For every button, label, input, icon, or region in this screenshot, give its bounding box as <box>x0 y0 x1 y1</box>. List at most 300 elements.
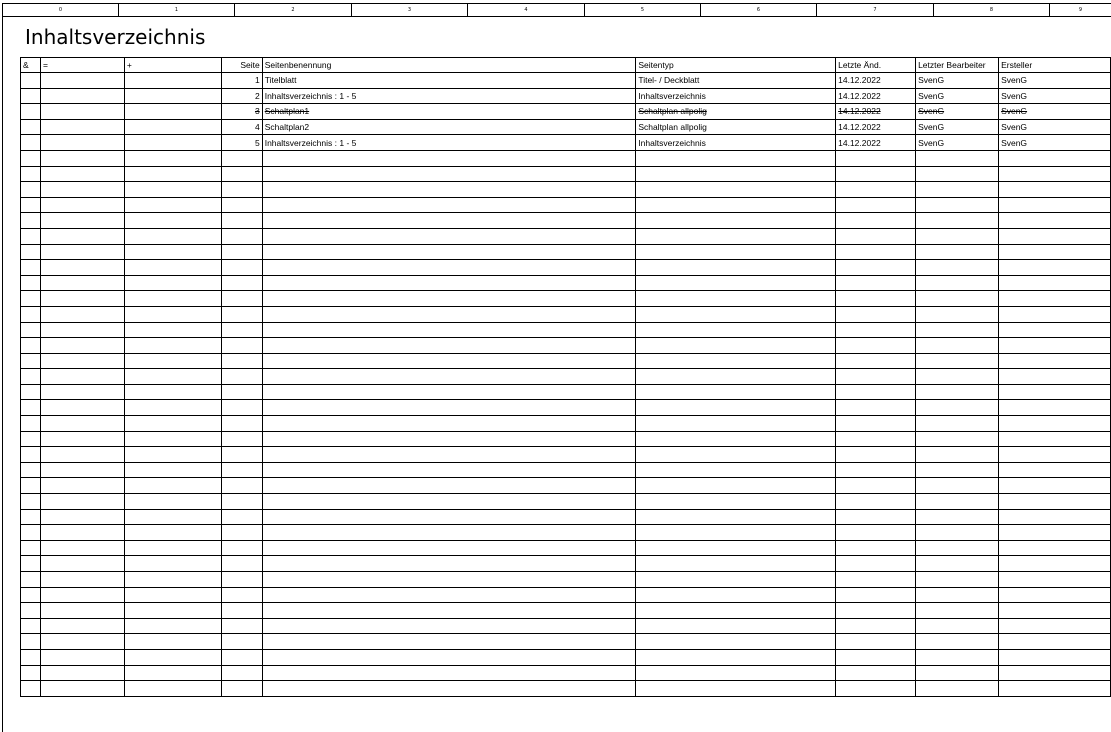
table-cell-plus <box>124 322 221 338</box>
table-cell-plus <box>124 618 221 634</box>
table-cell-plus <box>124 494 221 510</box>
table-cell-creator <box>999 400 1111 416</box>
ruler-cell: 6 <box>700 4 816 16</box>
table-cell-creator <box>999 322 1111 338</box>
table-cell-amp <box>21 228 41 244</box>
column-header: + <box>124 58 221 73</box>
table-cell-name <box>262 556 636 572</box>
table-cell-changed <box>836 618 916 634</box>
table-cell-eq <box>40 182 124 198</box>
table-cell-page <box>221 306 262 322</box>
table-cell-editor <box>916 182 999 198</box>
table-cell-changed <box>836 182 916 198</box>
table-row <box>21 681 1111 697</box>
table-cell-creator <box>999 681 1111 697</box>
table-cell-page <box>221 572 262 588</box>
table-cell-page <box>221 197 262 213</box>
table-cell-changed <box>836 228 916 244</box>
table-cell-plus <box>124 260 221 276</box>
table-cell-creator <box>999 353 1111 369</box>
table-row <box>21 104 1111 120</box>
table-cell-name <box>262 275 636 291</box>
table-cell-eq <box>40 104 124 120</box>
table-cell-amp <box>21 431 41 447</box>
table-cell-creator <box>999 478 1111 494</box>
table-cell-name <box>262 447 636 463</box>
table-cell-type <box>636 603 836 619</box>
table-cell-editor <box>916 649 999 665</box>
table-cell-plus <box>124 540 221 556</box>
table-cell-plus <box>124 166 221 182</box>
table-cell-changed <box>836 478 916 494</box>
table-cell-eq <box>40 166 124 182</box>
table-cell-eq <box>40 260 124 276</box>
table-row <box>21 88 1111 104</box>
table-cell-page <box>221 260 262 276</box>
table-cell-page <box>221 649 262 665</box>
ruler-cell: 3 <box>351 4 467 16</box>
table-cell-creator: SvenG <box>999 88 1111 104</box>
table-cell-amp <box>21 400 41 416</box>
table-cell-type <box>636 322 836 338</box>
table-cell-changed <box>836 166 916 182</box>
table-cell-page: 3 <box>221 104 262 120</box>
table-cell-name <box>262 150 636 166</box>
table-cell-type <box>636 384 836 400</box>
table-cell-plus <box>124 213 221 229</box>
table-cell-type <box>636 509 836 525</box>
table-row <box>21 166 1111 182</box>
table-cell-type <box>636 260 836 276</box>
table-cell-page <box>221 384 262 400</box>
table-cell-amp <box>21 525 41 541</box>
table-cell-amp <box>21 494 41 510</box>
table-cell-plus <box>124 104 221 120</box>
table-cell-changed: 14.12.2022 <box>836 73 916 89</box>
table-cell-amp <box>21 603 41 619</box>
table-cell-plus <box>124 197 221 213</box>
table-cell-page <box>221 525 262 541</box>
table-cell-plus <box>124 384 221 400</box>
table-row <box>21 135 1111 151</box>
table-row <box>21 384 1111 400</box>
table-cell-eq <box>40 244 124 260</box>
table-cell-page <box>221 431 262 447</box>
table-cell-creator <box>999 431 1111 447</box>
table-row <box>21 322 1111 338</box>
table-row <box>21 556 1111 572</box>
table-cell-eq <box>40 681 124 697</box>
table-cell-plus <box>124 244 221 260</box>
table-cell-plus <box>124 509 221 525</box>
table-cell-eq <box>40 213 124 229</box>
column-header: Seite <box>221 58 262 73</box>
table-cell-changed <box>836 509 916 525</box>
table-cell-type <box>636 649 836 665</box>
table-row <box>21 431 1111 447</box>
table-cell-amp <box>21 384 41 400</box>
table-cell-amp <box>21 182 41 198</box>
table-cell-creator <box>999 338 1111 354</box>
table-cell-name <box>262 166 636 182</box>
table-cell-creator <box>999 182 1111 198</box>
table-cell-editor <box>916 525 999 541</box>
table-cell-creator <box>999 618 1111 634</box>
table-cell-type <box>636 306 836 322</box>
table-cell-editor <box>916 556 999 572</box>
table-cell-page: 1 <box>221 73 262 89</box>
table-cell-amp <box>21 572 41 588</box>
column-header: Seitenbenennung <box>262 58 636 73</box>
table-cell-creator: SvenG <box>999 104 1111 120</box>
table-cell-plus <box>124 572 221 588</box>
table-cell-plus <box>124 150 221 166</box>
table-cell-type: Titel- / Deckblatt <box>636 73 836 89</box>
table-cell-amp <box>21 150 41 166</box>
table-cell-creator <box>999 665 1111 681</box>
table-cell-page <box>221 540 262 556</box>
table-cell-page: 4 <box>221 119 262 135</box>
ruler-cell: 0 <box>2 4 118 16</box>
ruler-cell: 5 <box>584 4 700 16</box>
table-cell-name <box>262 306 636 322</box>
table-cell-creator <box>999 369 1111 385</box>
table-cell-editor <box>916 603 999 619</box>
table-cell-name: Schaltplan1 <box>262 104 636 120</box>
table-cell-amp <box>21 135 41 151</box>
table-cell-changed <box>836 634 916 650</box>
table-cell-name <box>262 634 636 650</box>
table-cell-editor <box>916 244 999 260</box>
table-cell-editor <box>916 369 999 385</box>
table-cell-changed <box>836 213 916 229</box>
table-cell-page <box>221 494 262 510</box>
table-cell-editor <box>916 213 999 229</box>
table-cell-editor: SvenG <box>916 104 999 120</box>
table-cell-editor <box>916 353 999 369</box>
table-cell-type: Inhaltsverzeichnis <box>636 88 836 104</box>
table-cell-plus <box>124 556 221 572</box>
page-border <box>2 3 3 732</box>
table-cell-amp <box>21 509 41 525</box>
table-cell-type <box>636 150 836 166</box>
table-cell-name <box>262 338 636 354</box>
table-cell-eq <box>40 494 124 510</box>
toc-table <box>20 57 1111 697</box>
table-cell-editor: SvenG <box>916 88 999 104</box>
table-row <box>21 540 1111 556</box>
table-cell-type <box>636 494 836 510</box>
table-cell-editor <box>916 400 999 416</box>
table-cell-plus <box>124 400 221 416</box>
table-cell-editor: SvenG <box>916 135 999 151</box>
table-cell-type <box>636 525 836 541</box>
ruler-cell: 1 <box>118 4 234 16</box>
table-cell-plus <box>124 587 221 603</box>
table-cell-type <box>636 244 836 260</box>
table-cell-page <box>221 182 262 198</box>
table-cell-name <box>262 540 636 556</box>
table-cell-amp <box>21 338 41 354</box>
table-cell-name <box>262 228 636 244</box>
table-cell-plus <box>124 478 221 494</box>
table-cell-name <box>262 322 636 338</box>
table-cell-name <box>262 462 636 478</box>
table-cell-eq <box>40 462 124 478</box>
table-cell-eq <box>40 291 124 307</box>
table-header-row <box>21 58 1111 73</box>
table-cell-name <box>262 384 636 400</box>
table-cell-plus <box>124 73 221 89</box>
table-cell-name <box>262 618 636 634</box>
table-cell-name <box>262 572 636 588</box>
table-cell-name <box>262 197 636 213</box>
table-cell-editor <box>916 587 999 603</box>
table-row <box>21 197 1111 213</box>
table-cell-eq <box>40 135 124 151</box>
table-cell-eq <box>40 431 124 447</box>
table-cell-name: Inhaltsverzeichnis : 1 - 5 <box>262 135 636 151</box>
table-cell-changed <box>836 416 916 432</box>
table-cell-page <box>221 400 262 416</box>
table-cell-editor <box>916 306 999 322</box>
table-cell-page <box>221 634 262 650</box>
table-cell-editor <box>916 291 999 307</box>
table-row <box>21 353 1111 369</box>
table-cell-type <box>636 681 836 697</box>
table-cell-name <box>262 525 636 541</box>
table-cell-changed <box>836 603 916 619</box>
table-cell-creator <box>999 603 1111 619</box>
table-cell-changed <box>836 649 916 665</box>
table-cell-name <box>262 681 636 697</box>
table-cell-type: Schaltplan allpolig <box>636 104 836 120</box>
table-cell-eq <box>40 587 124 603</box>
column-header: = <box>40 58 124 73</box>
table-cell-name: Titelblatt <box>262 73 636 89</box>
table-row <box>21 400 1111 416</box>
table-cell-type <box>636 197 836 213</box>
table-cell-changed <box>836 462 916 478</box>
table-cell-type <box>636 634 836 650</box>
table-cell-type <box>636 431 836 447</box>
table-cell-amp <box>21 665 41 681</box>
table-cell-editor <box>916 634 999 650</box>
table-cell-page <box>221 275 262 291</box>
table-cell-changed <box>836 291 916 307</box>
table-row <box>21 618 1111 634</box>
table-cell-plus <box>124 338 221 354</box>
table-row <box>21 462 1111 478</box>
table-cell-amp <box>21 213 41 229</box>
table-cell-page <box>221 681 262 697</box>
table-cell-creator <box>999 166 1111 182</box>
table-cell-name <box>262 416 636 432</box>
table-cell-creator <box>999 509 1111 525</box>
table-cell-eq <box>40 603 124 619</box>
table-cell-plus <box>124 431 221 447</box>
table-cell-plus <box>124 88 221 104</box>
table-cell-amp <box>21 353 41 369</box>
table-cell-changed <box>836 244 916 260</box>
table-cell-changed <box>836 556 916 572</box>
table-cell-page <box>221 665 262 681</box>
table-cell-page <box>221 509 262 525</box>
table-cell-eq <box>40 119 124 135</box>
table-cell-changed <box>836 150 916 166</box>
table-cell-plus <box>124 649 221 665</box>
table-cell-editor <box>916 509 999 525</box>
table-cell-creator <box>999 587 1111 603</box>
table-row <box>21 665 1111 681</box>
table-cell-type <box>636 353 836 369</box>
table-cell-page <box>221 291 262 307</box>
table-cell-amp <box>21 681 41 697</box>
table-cell-amp <box>21 634 41 650</box>
table-row <box>21 275 1111 291</box>
table-cell-page <box>221 338 262 354</box>
column-ruler <box>2 3 1111 17</box>
table-cell-creator <box>999 494 1111 510</box>
column-header: Seitentyp <box>636 58 836 73</box>
table-cell-plus <box>124 369 221 385</box>
table-cell-type: Schaltplan allpolig <box>636 119 836 135</box>
table-cell-amp <box>21 197 41 213</box>
table-cell-editor <box>916 275 999 291</box>
table-cell-creator <box>999 260 1111 276</box>
table-cell-page <box>221 244 262 260</box>
table-cell-creator <box>999 384 1111 400</box>
table-cell-type <box>636 228 836 244</box>
table-row <box>21 494 1111 510</box>
table-cell-creator <box>999 197 1111 213</box>
table-cell-eq <box>40 649 124 665</box>
table-cell-plus <box>124 603 221 619</box>
table-cell-plus <box>124 447 221 463</box>
table-cell-type <box>636 416 836 432</box>
table-cell-type: Inhaltsverzeichnis <box>636 135 836 151</box>
table-cell-changed <box>836 587 916 603</box>
table-row <box>21 119 1111 135</box>
table-cell-page <box>221 166 262 182</box>
table-row <box>21 291 1111 307</box>
table-cell-editor <box>916 150 999 166</box>
table-row <box>21 213 1111 229</box>
table-cell-amp <box>21 73 41 89</box>
table-cell-creator <box>999 228 1111 244</box>
table-cell-creator <box>999 572 1111 588</box>
table-cell-creator <box>999 634 1111 650</box>
table-cell-editor <box>916 260 999 276</box>
column-header: Ersteller <box>999 58 1111 73</box>
table-cell-name <box>262 291 636 307</box>
table-cell-type <box>636 166 836 182</box>
table-row <box>21 447 1111 463</box>
table-cell-page <box>221 618 262 634</box>
table-cell-amp <box>21 369 41 385</box>
table-cell-changed <box>836 353 916 369</box>
table-cell-changed: 14.12.2022 <box>836 119 916 135</box>
table-cell-changed <box>836 494 916 510</box>
table-cell-plus <box>124 135 221 151</box>
table-cell-plus <box>124 182 221 198</box>
table-cell-amp <box>21 275 41 291</box>
table-row <box>21 634 1111 650</box>
table-cell-name <box>262 603 636 619</box>
table-cell-page <box>221 462 262 478</box>
table-cell-type <box>636 478 836 494</box>
table-cell-eq <box>40 322 124 338</box>
table-cell-eq <box>40 384 124 400</box>
table-cell-creator <box>999 649 1111 665</box>
table-row <box>21 572 1111 588</box>
table-cell-page <box>221 369 262 385</box>
table-cell-amp <box>21 540 41 556</box>
table-cell-eq <box>40 73 124 89</box>
table-cell-type <box>636 338 836 354</box>
table-cell-page <box>221 150 262 166</box>
table-cell-amp <box>21 462 41 478</box>
table-cell-name <box>262 494 636 510</box>
table-row <box>21 649 1111 665</box>
table-cell-amp <box>21 649 41 665</box>
table-row <box>21 587 1111 603</box>
table-row <box>21 306 1111 322</box>
table-cell-creator: SvenG <box>999 135 1111 151</box>
table-cell-eq <box>40 572 124 588</box>
table-cell-creator: SvenG <box>999 73 1111 89</box>
table-cell-eq <box>40 665 124 681</box>
table-cell-type <box>636 618 836 634</box>
table-cell-eq <box>40 338 124 354</box>
table-cell-changed <box>836 572 916 588</box>
table-cell-plus <box>124 525 221 541</box>
table-row <box>21 478 1111 494</box>
table-cell-editor <box>916 681 999 697</box>
table-cell-amp <box>21 166 41 182</box>
table-row <box>21 73 1111 89</box>
table-cell-changed <box>836 322 916 338</box>
table-cell-creator <box>999 275 1111 291</box>
table-cell-changed <box>836 400 916 416</box>
table-cell-creator <box>999 416 1111 432</box>
ruler-cell: 2 <box>234 4 351 16</box>
table-cell-plus <box>124 634 221 650</box>
table-cell-editor <box>916 384 999 400</box>
table-cell-changed <box>836 540 916 556</box>
ruler-cell: 9 <box>1049 4 1111 16</box>
table-cell-amp <box>21 306 41 322</box>
table-cell-changed <box>836 306 916 322</box>
table-cell-editor <box>916 322 999 338</box>
table-cell-changed <box>836 369 916 385</box>
table-cell-type <box>636 275 836 291</box>
table-cell-page <box>221 556 262 572</box>
table-cell-editor <box>916 494 999 510</box>
table-cell-page <box>221 447 262 463</box>
table-cell-name <box>262 369 636 385</box>
table-cell-changed <box>836 525 916 541</box>
table-cell-eq <box>40 88 124 104</box>
table-cell-amp <box>21 119 41 135</box>
table-cell-plus <box>124 228 221 244</box>
table-cell-changed <box>836 665 916 681</box>
table-row <box>21 525 1111 541</box>
table-cell-editor <box>916 447 999 463</box>
table-cell-plus <box>124 306 221 322</box>
table-cell-changed <box>836 338 916 354</box>
table-cell-changed <box>836 197 916 213</box>
